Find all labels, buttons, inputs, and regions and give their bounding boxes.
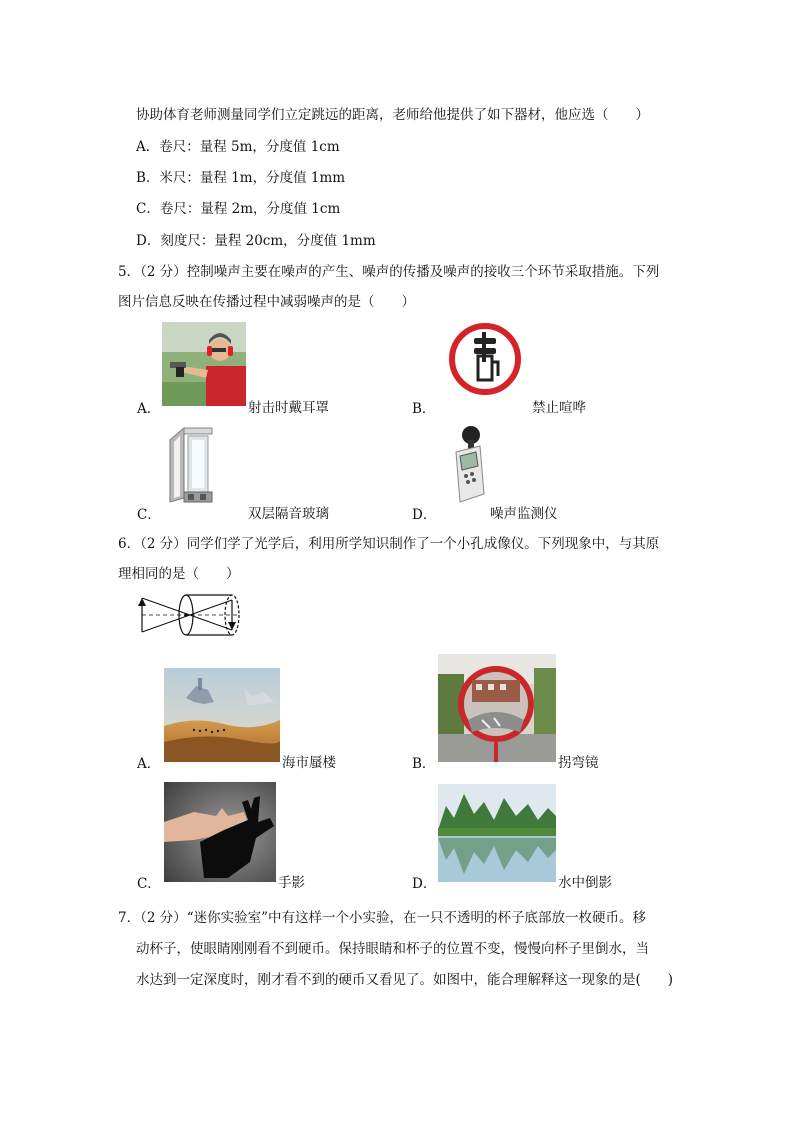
q5-option-c-caption: 双层隔音玻璃 <box>248 506 329 522</box>
noise-meter-image <box>438 424 488 506</box>
q7-stem-line1: 7．（2 分）“迷你实验室”中有这样一个小实验，在一只不透明的杯子底部放一枚硬币。移 <box>118 910 647 926</box>
hand-shadow-image <box>164 782 276 882</box>
q6-option-b-caption: 拐弯镜 <box>558 755 599 771</box>
q5-option-a-caption: 射击时戴耳罩 <box>248 400 329 416</box>
q4-option-b: B．米尺：量程 1m，分度值 1mm <box>136 170 346 186</box>
q6-option-c-label: C． <box>137 876 161 892</box>
no-noise-sign-icon <box>438 322 532 396</box>
q7-stem-line3: 水达到一定深度时，刚才看不到的硬币又看见了。如图中，能合理解释这一现象的是( ) <box>136 972 674 988</box>
q6-option-c-caption: 手影 <box>278 875 305 891</box>
q5-stem-line1: 5．（2 分）控制噪声主要在噪声的产生、噪声的传播及噪声的接收三个环节采取措施。下列 <box>118 264 660 280</box>
mirage-image <box>164 668 280 762</box>
q6-option-d-caption: 水中倒影 <box>558 875 612 891</box>
q6-stem-line2: 理相同的是（ ） <box>118 566 240 582</box>
q5-stem-line2: 图片信息反映在传播过程中减弱噪声的是（ ） <box>118 294 415 310</box>
q5-option-a-label: A． <box>137 401 161 417</box>
shooter-earmuffs-image <box>162 322 246 406</box>
q6-option-b-label: B． <box>412 756 436 772</box>
double-glass-profile-image <box>164 426 218 504</box>
q5-option-b-caption: 禁止喧哗 <box>532 400 586 416</box>
q4-option-a: A．卷尺：量程 5m，分度值 1cm <box>136 139 340 155</box>
q4-option-c: C．卷尺：量程 2m，分度值 1cm <box>136 201 341 217</box>
q7-stem-line2: 动杯子，使眼睛刚刚看不到硬币。保持眼睛和杯子的位置不变，慢慢向杯子里倒水，当 <box>136 941 649 957</box>
q6-option-a-caption: 海市蜃楼 <box>282 755 336 771</box>
q5-option-b-label: B． <box>412 401 436 417</box>
q5-option-d-caption: 噪声监测仪 <box>490 506 558 522</box>
q6-stem-line1: 6．（2 分）同学们学了光学后，利用所学知识制作了一个小孔成像仪。下列现象中，与其原 <box>118 536 660 552</box>
q4-option-d: D．刻度尺：量程 20cm，分度值 1mm <box>136 233 376 249</box>
q5-option-c-label: C． <box>137 507 161 523</box>
q6-option-d-label: D． <box>412 876 437 892</box>
corner-mirror-image <box>438 654 556 762</box>
q4-stem: 协助体育老师测量同学们立定跳远的距离，老师给他提供了如下器材，他应选（ ） <box>136 107 649 123</box>
water-reflection-image <box>438 784 556 882</box>
q5-option-d-label: D． <box>412 507 437 523</box>
q6-option-a-label: A． <box>137 756 161 772</box>
pinhole-camera-diagram <box>136 590 252 640</box>
